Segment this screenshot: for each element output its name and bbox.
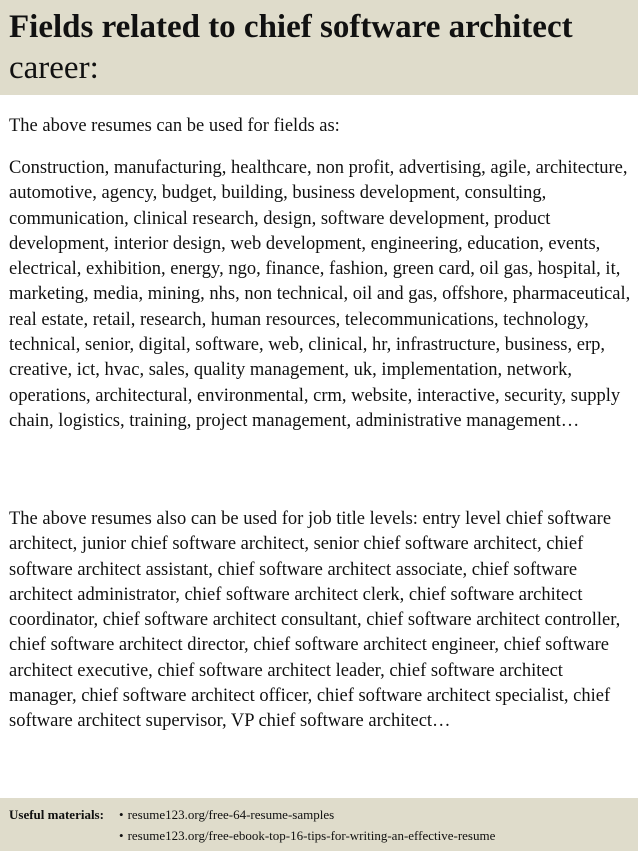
title-banner bbox=[0, 0, 638, 95]
page-title bbox=[9, 7, 629, 89]
useful-materials-label-text: Useful materials bbox=[9, 807, 100, 822]
footer-row-1 bbox=[9, 804, 629, 825]
footer-item-1 bbox=[119, 804, 334, 825]
job-levels-text: The above resumes also can be used for job title levels: entry level chief software architect, junior chief software architect, senior chief software architect, chief software architect assistant, chief software architect associate, chief software architect administrator, chief software architect clerk, chief software architect coordinator, chief software architect consultant, chief software architect controller, chief software architect director, chief software architect engineer, chief software architect executive, chief software architect leader, chief software architect manager, chief software architect officer, chief software architect specialist, chief software architect supervisor, VP chief software architect… bbox=[9, 509, 621, 732]
useful-materials-footer bbox=[0, 798, 638, 851]
footer-label-spacer bbox=[9, 825, 119, 846]
bullet-icon: • bbox=[119, 807, 124, 822]
fields-list-text: Construction, manufacturing, healthcare, non profit, advertising, agile, architecture, automotive, agency, budget, building, business development, consulting, communication, clinical research, design, software development, product development, interior design, web development, engineering, education, events, electrical, exhibition, energy, ngo, finance, fashion, green card, oil gas, hospital, it, marketing, media, mining, nhs, non technical, oil and gas, offshore, pharmaceutical, real estate, retail, research, human resources, telecommunications, technology, technical, senior, digital, software, web, clinical, hr, infrastructure, business, erp, creative, ict, hvac, sales, quality management, uk, implementation, network, operations, architectural, environmental, crm, website, interactive, security, supply chain, logistics, training, project management, administrative management… bbox=[9, 158, 631, 431]
page-title-tail: career: bbox=[9, 50, 99, 86]
intro-text: The above resumes can be used for fields as: bbox=[9, 116, 340, 136]
useful-materials-label bbox=[9, 804, 119, 825]
ebook-tips-link[interactable]: resume123.org/free-ebook-top-16-tips-for-writing-an-effective-resume bbox=[127, 828, 496, 843]
footer-item-2 bbox=[119, 825, 495, 846]
resume-samples-link[interactable]: resume123.org/free-64-resume-samples bbox=[127, 807, 335, 822]
page-title-main: Fields related to chief software architect bbox=[9, 9, 573, 45]
bullet-icon: • bbox=[119, 828, 124, 843]
useful-materials-colon: : bbox=[99, 807, 104, 822]
footer-row-2 bbox=[9, 825, 629, 846]
